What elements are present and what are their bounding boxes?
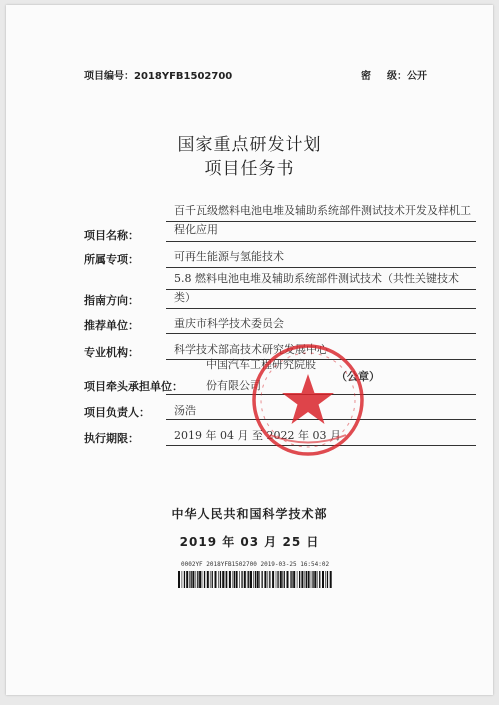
barcode-caption: 0002YF 2018YFB1502700 2019-03-25 16:54:02 xyxy=(181,561,330,568)
leader-label: 项目负责人： xyxy=(84,406,150,419)
stamp-note: （公章） xyxy=(336,370,380,383)
secrecy-value: 级：公开 xyxy=(387,71,427,82)
secrecy-label: 密 xyxy=(361,71,371,82)
special-label: 所属专项： xyxy=(84,253,139,266)
lead-unit-value-line2: 份有限公司 xyxy=(206,379,261,392)
issue-date: 2019 年 03 月 25 日 xyxy=(179,535,320,549)
issuer: 中华人民共和国科学技术部 xyxy=(171,507,328,521)
underline xyxy=(166,308,476,309)
leader-value: 汤浩 xyxy=(174,404,196,417)
official-seal-icon xyxy=(248,340,368,460)
project-name-value: 百千瓦级燃料电池电堆及辅助系统部件测试技术开发及样机工程化应用 xyxy=(174,204,471,236)
document-subtitle: 项目任务书 xyxy=(204,159,295,179)
lead-unit-label: 项目牵头承担单位： xyxy=(84,380,183,393)
agency-value: 科学技术部高技术研究发展中心 xyxy=(174,343,328,356)
document-page xyxy=(6,5,493,695)
lead-unit-value-line1: 中国汽车工程研究院股 xyxy=(206,358,316,371)
underline xyxy=(166,333,476,334)
secrecy-level xyxy=(361,67,427,82)
underline xyxy=(166,221,476,222)
guide-value: 5.8 燃料电池电堆及辅助系统部件测试技术（共性关键技术类） xyxy=(174,272,459,304)
agency-label: 专业机构： xyxy=(84,346,139,359)
barcode-icon xyxy=(178,571,332,588)
document-title: 国家重点研发计划 xyxy=(177,135,322,155)
underline xyxy=(166,289,476,290)
project-name-label: 项目名称： xyxy=(84,229,139,242)
recommend-value: 重庆市科学技术委员会 xyxy=(174,317,284,330)
underline xyxy=(166,267,476,268)
period-value: 2019 年 04 月 至 2022 年 03 月 xyxy=(174,429,341,442)
guide-label: 指南方向： xyxy=(84,294,139,307)
period-label: 执行期限： xyxy=(84,432,139,445)
recommend-label: 推荐单位： xyxy=(84,319,139,332)
special-value: 可再生能源与氢能技术 xyxy=(174,250,284,263)
underline xyxy=(166,241,476,242)
project-number: 项目编号：2018YFB1502700 xyxy=(84,71,233,82)
